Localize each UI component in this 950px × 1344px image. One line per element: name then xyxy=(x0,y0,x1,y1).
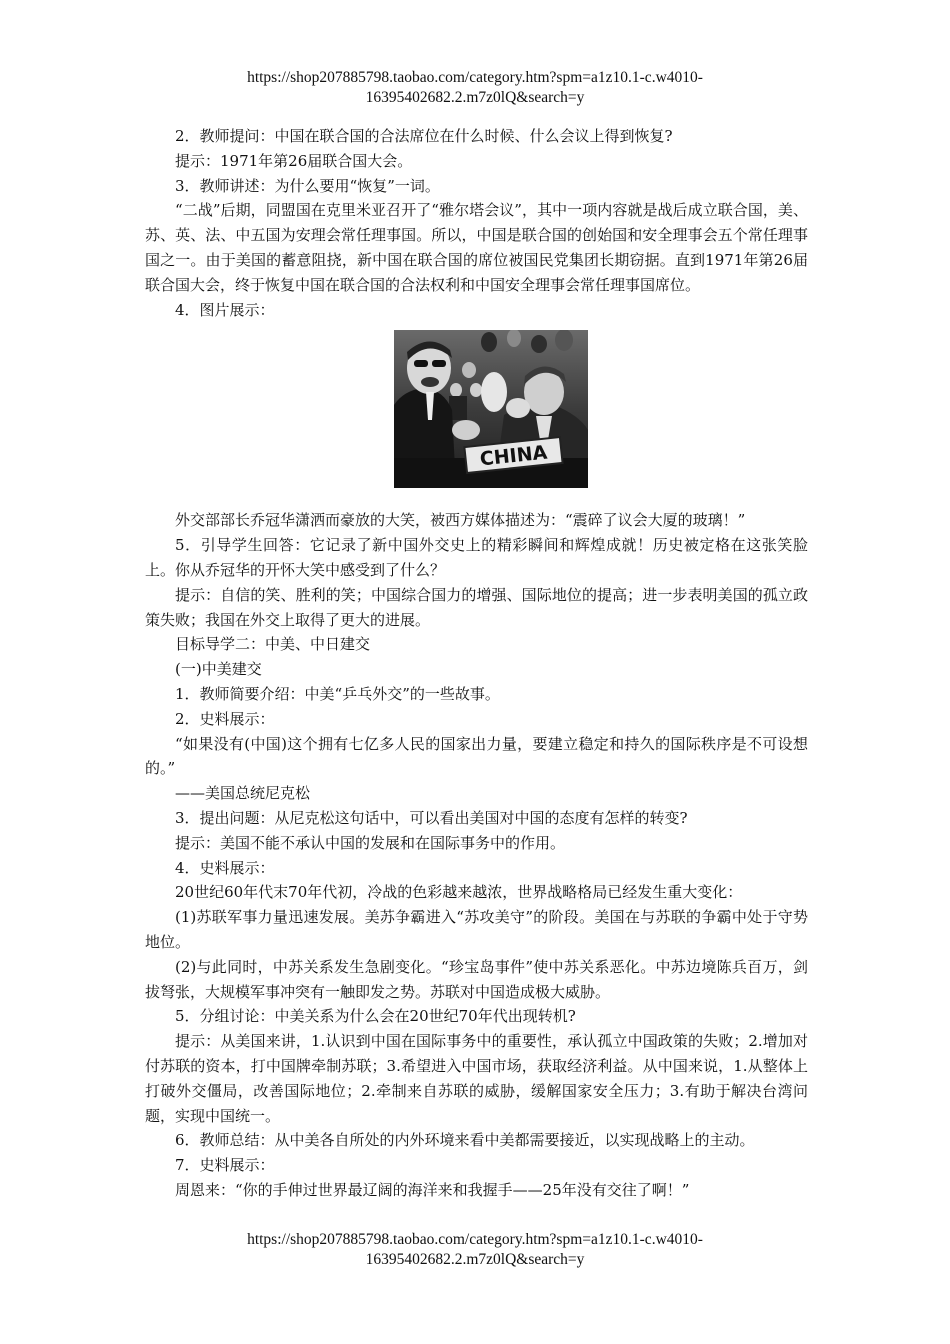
photo-container xyxy=(145,330,808,503)
paragraph: 2．史料展示： xyxy=(175,709,275,728)
photo-un-delegation-icon xyxy=(394,330,588,488)
footer-url-line1: https://shop207885798.taobao.com/category.htm?spm=a1z10.1-c.w4010- xyxy=(247,1231,703,1248)
paragraph: 2．教师提问：中国在联合国的合法席位在什么时候、什么会议上得到恢复? xyxy=(175,127,673,145)
section-heading: 目标导学二：中美、中日建交 xyxy=(175,635,371,654)
paragraph: 1．教师简要介绍：中美“乒乓外交”的一些故事。 xyxy=(175,684,500,703)
header-url-line1: https://shop207885798.taobao.com/category.htm?spm=a1z10.1-c.w4010- xyxy=(247,69,703,86)
paragraph: 3．教师讲述：为什么要用“恢复”一词。 xyxy=(175,176,440,195)
paragraph: 外交部部长乔冠华潇洒而豪放的大笑，被西方媒体描述为：“震碎了议会大厦的玻璃！” xyxy=(175,511,746,530)
header-url-line2: 16395402682.2.m7z0lQ&search=y xyxy=(365,89,585,106)
paragraph: (2)与此同时，中苏关系发生急剧变化。“珍宝岛事件”使中苏关系恶化。中苏边境陈兵百万，剑拔弩张，大规模军事冲突有一触即发之势。苏联对中国造成极大威胁。 xyxy=(145,957,808,1001)
paragraph: “二战”后期，同盟国在克里米亚召开了“雅尔塔会议”，其中一项内容就是战后成立联合国，美、苏、英、法、中五国为安理会常任理事国。所以，中国是联合国的创始国和安全理事会五个常任理事国之一。由于美国的蓄意阻挠，新中国在联合国的席位被国民党集团长期窃据。直到1971年第26届联合国大会，终于恢复中国在联合国的合法权利和中国安全理事会常任理事国席位。 xyxy=(145,201,808,294)
paragraph: 提示：1971年第26届联合国大会。 xyxy=(175,151,413,170)
paragraph: 周恩来：“你的手伸过世界最辽阔的海洋来和我握手——25年没有交往了啊！” xyxy=(175,1180,690,1199)
subsection-heading: (一)中美建交 xyxy=(175,660,262,679)
paragraph: 提示：自信的笑、胜利的笑；中国综合国力的增强、国际地位的提高；进一步表明美国的孤立政策失败；我国在外交上取得了更大的进展。 xyxy=(145,585,808,629)
paragraph: 3．提出问题：从尼克松这句话中，可以看出美国对中国的态度有怎样的转变? xyxy=(175,808,688,827)
footer-url-line2: 16395402682.2.m7z0lQ&search=y xyxy=(365,1251,585,1268)
un-delegation-photo xyxy=(394,330,588,488)
china-sign-text: CHINA xyxy=(478,441,549,471)
document-body xyxy=(145,124,808,1203)
quote-attribution: ——美国总统尼克松 xyxy=(175,784,311,803)
paragraph: 4．图片展示： xyxy=(175,300,275,319)
page-header xyxy=(0,68,950,108)
paragraph: 4．史料展示： xyxy=(175,858,275,877)
paragraph: 5．分组讨论：中美关系为什么会在20世纪70年代出现转机? xyxy=(175,1007,576,1026)
paragraph: 提示：从美国来讲，1.认识到中国在国际事务中的重要性，承认孤立中国政策的失败；2.增加对付苏联的资本，打中国牌牵制苏联；3.希望进入中国市场，获取经济利益。从中国来说，1.从整体上打破外交僵局，改善国际地位；2.牵制来自苏联的威胁，缓解国家安全压力；3.有助于解决台湾问题，实现中国统一。 xyxy=(145,1032,808,1125)
paragraph: (1)苏联军事力量迅速发展。美苏争霸进入“苏攻美守”的阶段。美国在与苏联的争霸中处于守势地位。 xyxy=(145,908,808,951)
paragraph: 提示：美国不能不承认中国的发展和在国际事务中的作用。 xyxy=(175,833,566,852)
paragraph: 7．史料展示： xyxy=(175,1156,275,1175)
quote: “如果没有(中国)这个拥有七亿多人民的国家出力量，要建立稳定和持久的国际秩序是不可设想的。” xyxy=(145,734,808,778)
page-footer xyxy=(0,1230,950,1270)
paragraph: 5．引导学生回答：它记录了新中国外交史上的精彩瞬间和辉煌成就！历史被定格在这张笑脸上。你从乔冠华的开怀大笑中感受到了什么？ xyxy=(145,536,808,579)
paragraph: 6．教师总结：从中美各自所处的内外环境来看中美都需要接近，以实现战略上的主动。 xyxy=(175,1131,755,1150)
paragraph: 20世纪60年代末70年代初，冷战的色彩越来越浓，世界战略格局已经发生重大变化： xyxy=(175,883,743,902)
